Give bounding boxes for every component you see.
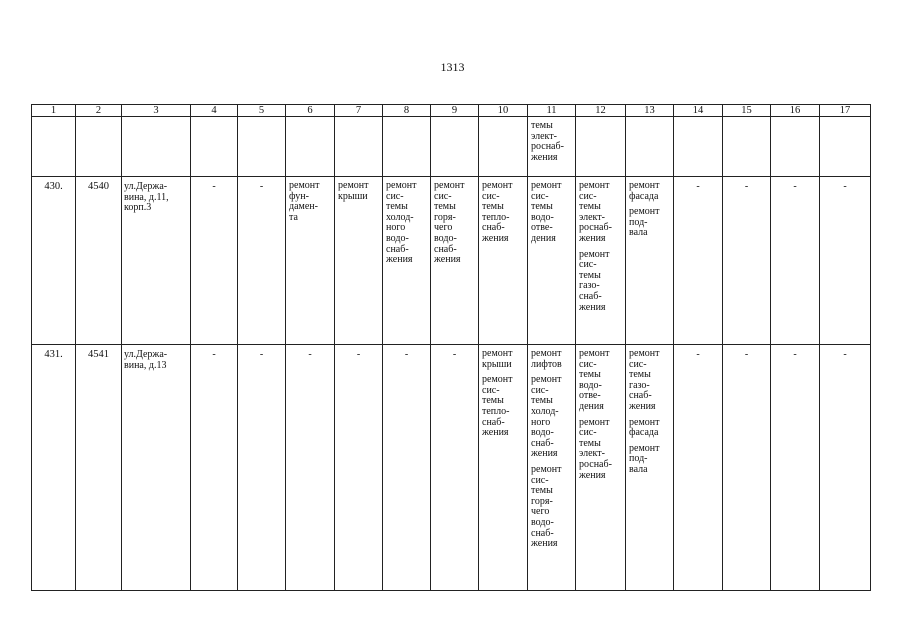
- work-item: ремонт фасада: [629, 180, 660, 202]
- cell-value: [820, 117, 870, 122]
- table-cell: [674, 117, 723, 177]
- work-item: ремонт сис- темы элект- роснаб- жения: [579, 416, 612, 481]
- column-header: 6: [286, 105, 335, 117]
- table-row: [32, 117, 871, 177]
- cell-value: [674, 117, 722, 122]
- column-header: 13: [626, 105, 674, 117]
- table-cell: [723, 345, 771, 591]
- table-cell: [191, 177, 238, 345]
- table-cell: [76, 177, 122, 345]
- cell-value: [479, 117, 527, 122]
- table-cell: [576, 345, 626, 591]
- work-item: ремонт под- вала: [629, 442, 660, 475]
- work-item: ремонт сис- темы горя- чего водо- снаб- жения: [531, 463, 562, 550]
- table-cell: [820, 345, 871, 591]
- cell-value: [286, 117, 334, 122]
- cell-value: -: [793, 181, 797, 192]
- work-item: ремонт сис- темы водо- отве- дения: [531, 180, 562, 244]
- table-cell: [76, 345, 122, 591]
- cell-value: -: [212, 181, 216, 192]
- cell-value: -: [843, 349, 847, 360]
- table-cell: [479, 177, 528, 345]
- table-cell: [383, 177, 431, 345]
- table-cell: [122, 345, 191, 591]
- table-cell: [383, 117, 431, 177]
- table-cell: [32, 345, 76, 591]
- table-cell: [674, 177, 723, 345]
- table-cell: [626, 177, 674, 345]
- cell-value: [626, 117, 673, 122]
- table-cell: [576, 117, 626, 177]
- work-item: ремонт фасада: [629, 416, 660, 439]
- column-header: 2: [76, 105, 122, 117]
- cell-value: -: [259, 181, 264, 192]
- cell-value: -: [696, 349, 700, 360]
- cell-value: [335, 117, 382, 122]
- cell-value: -: [696, 181, 700, 192]
- column-header: 11: [528, 105, 576, 117]
- row-number: 430.: [44, 181, 63, 192]
- cell-value: [576, 117, 625, 122]
- work-item: ремонт сис- темы тепло- снаб- жения: [482, 374, 513, 439]
- column-header: 7: [335, 105, 383, 117]
- column-header: 3: [122, 105, 191, 117]
- table-cell: [528, 345, 576, 591]
- table-cell: [576, 177, 626, 345]
- table-cell: [122, 117, 191, 177]
- table-cell: [238, 177, 286, 345]
- cell-value: -: [404, 349, 409, 360]
- work-item: темы элект- роснаб- жения: [531, 120, 564, 163]
- table-body: [32, 117, 871, 591]
- table-cell: [286, 177, 335, 345]
- table-cell: [528, 177, 576, 345]
- cell-value: -: [452, 349, 457, 360]
- table-cell: [191, 117, 238, 177]
- work-item: ремонт под- вала: [629, 206, 660, 239]
- table-cell: [238, 117, 286, 177]
- cell-value: -: [843, 181, 847, 192]
- column-header: 5: [238, 105, 286, 117]
- work-item: ремонт сис- темы газо- снаб- жения: [629, 348, 660, 412]
- column-header: 9: [431, 105, 479, 117]
- address: ул.Держа- вина, д.11, корп.3: [124, 181, 169, 214]
- column-header: 12: [576, 105, 626, 117]
- cell-value: -: [259, 349, 264, 360]
- work-item: ремонт сис- темы горя- чего водо- снаб- жения: [434, 180, 465, 266]
- work-item: ремонт сис- темы водо- отве- дения: [579, 348, 610, 412]
- table-cell: [431, 117, 479, 177]
- column-header: 16: [771, 105, 820, 117]
- table-cell: [76, 117, 122, 177]
- header-row: [32, 105, 871, 117]
- table-cell: [723, 177, 771, 345]
- cell-value: [191, 117, 237, 122]
- cell-value: [723, 117, 770, 122]
- column-header: 14: [674, 105, 723, 117]
- table-cell: [383, 345, 431, 591]
- cell-value: [238, 117, 285, 122]
- building-code: 4541: [88, 349, 109, 360]
- cell-value: [431, 117, 478, 122]
- table-cell: [191, 345, 238, 591]
- table-cell: [479, 117, 528, 177]
- cell-value: [771, 117, 819, 122]
- work-item: ремонт сис- темы холод- ного водо- снаб- жения: [531, 374, 562, 460]
- work-item: ремонт фун- дамен- та: [289, 180, 320, 223]
- page-number: 1313: [440, 60, 465, 74]
- cell-value: -: [356, 349, 361, 360]
- address: ул.Держа- вина, д.13: [124, 349, 168, 371]
- table-cell: [723, 117, 771, 177]
- table-cell: [238, 345, 286, 591]
- table-row: [32, 177, 871, 345]
- table-cell: [674, 345, 723, 591]
- repair-schedule-table: [31, 104, 871, 591]
- column-header: 17: [820, 105, 871, 117]
- work-item: ремонт сис- темы тепло- снаб- жения: [482, 180, 513, 244]
- table-cell: [626, 345, 674, 591]
- column-header: 8: [383, 105, 431, 117]
- table-cell: [286, 345, 335, 591]
- table-cell: [626, 117, 674, 177]
- table-cell: [820, 117, 871, 177]
- table-cell: [820, 177, 871, 345]
- cell-value: -: [308, 349, 312, 360]
- cell-value: -: [212, 349, 216, 360]
- table-cell: [286, 117, 335, 177]
- cell-value: -: [744, 181, 749, 192]
- column-header: 15: [723, 105, 771, 117]
- table-row: [32, 345, 871, 591]
- cell-value: -: [793, 349, 797, 360]
- table-cell: [335, 117, 383, 177]
- column-header: 1: [32, 105, 76, 117]
- table-cell: [335, 177, 383, 345]
- cell-value: -: [744, 349, 749, 360]
- table-cell: [771, 117, 820, 177]
- work-item: ремонт сис- темы газо- снаб- жения: [579, 248, 610, 313]
- table-cell: [32, 177, 76, 345]
- work-item: ремонт крыши: [338, 180, 369, 202]
- table-cell: [771, 177, 820, 345]
- building-code: [76, 117, 121, 122]
- work-item: ремонт лифтов: [531, 348, 562, 370]
- building-code: 4540: [88, 181, 109, 192]
- table-cell: [335, 345, 383, 591]
- table-cell: [431, 345, 479, 591]
- work-item: ремонт крыши: [482, 348, 513, 370]
- column-header: 10: [479, 105, 528, 117]
- table-cell: [32, 117, 76, 177]
- table-cell: [479, 345, 528, 591]
- column-header: 4: [191, 105, 238, 117]
- table-cell: [528, 117, 576, 177]
- table-cell: [431, 177, 479, 345]
- address: [122, 117, 190, 124]
- table-cell: [122, 177, 191, 345]
- row-number: 431.: [44, 349, 63, 360]
- work-item: ремонт сис- темы холод- ного водо- снаб- жения: [386, 180, 417, 266]
- cell-value: [383, 117, 430, 122]
- work-item: ремонт сис- темы элект- роснаб- жения: [579, 180, 612, 244]
- row-number: [32, 117, 75, 122]
- table-cell: [771, 345, 820, 591]
